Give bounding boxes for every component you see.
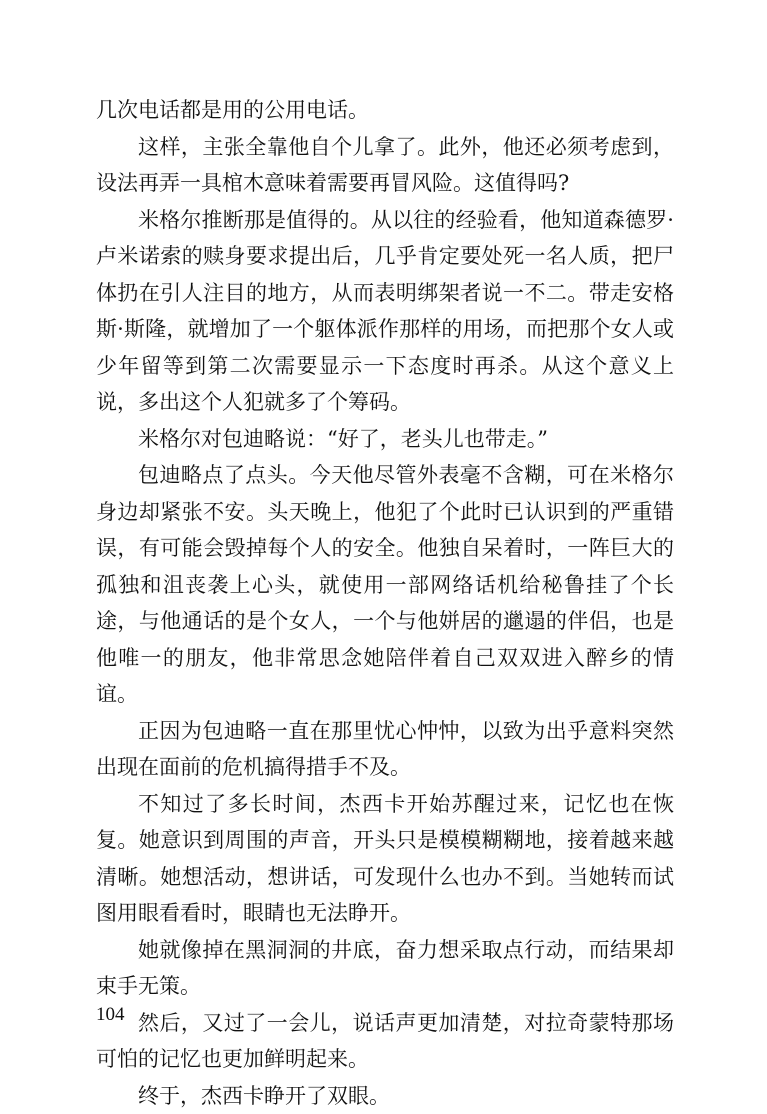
paragraph-8: 她就像掉在黑洞洞的井底，奋力想采取点行动，而结果却束手无策。 <box>96 932 674 1005</box>
paragraph-5: 包迪略点了点头。今天他尽管外表毫不含糊，可在米格尔身边却紧张不安。头天晚上，他犯了个此时已认识到的严重错误，有可能会毁掉每个人的安全。他独自呆着时，一阵巨大的孤独和沮丧袭上心头，就使用一部网络话机给秘鲁挂了个长途，与他通话的是个女人，一个与他姘居的邋遢的伴侣，也是他唯一的朋友，他非常思念她陪伴着自己双双进入醉乡的情谊。 <box>96 457 674 713</box>
paragraph-6: 正因为包迪略一直在那里忧心忡忡，以致为出乎意料突然出现在面前的危机搞得措手不及。 <box>96 713 674 786</box>
page-number: 104 <box>96 1003 125 1027</box>
paragraph-1: 几次电话都是用的公用电话。 <box>96 92 674 129</box>
paragraph-10: 终于，杰西卡睁开了双眼。 <box>96 1078 674 1114</box>
paragraph-2: 这样，主张全靠他自个儿拿了。此外，他还必须考虑到，设法再弄一具棺木意味着需要再冒风险。这值得吗? <box>96 129 674 202</box>
paragraph-9: 然后，又过了一会儿，说话声更加清楚，对拉奇蒙特那场可怕的记忆也更加鲜明起来。 <box>96 1005 674 1078</box>
paragraph-3: 米格尔推断那是值得的。从以往的经验看，他知道森德罗·卢米诺索的赎身要求提出后，几乎肯定要处死一名人质，把尸体扔在引人注目的地方，从而表明绑架者说一不二。带走安格斯·斯隆，就增加了一个躯体派作那样的用场，而把那个女人或少年留等到第二次需要显示一下态度时再杀。从这个意义上说，多出这个人犯就多了个筹码。 <box>96 202 674 421</box>
paragraph-4: 米格尔对包迪略说：“好了，老头儿也带走。” <box>96 421 674 458</box>
paragraph-7: 不知过了多长时间，杰西卡开始苏醒过来，记忆也在恢复。她意识到周围的声音，开头只是模模糊糊地，接着越来越清晰。她想活动，想讲话，可发现什么也办不到。当她转而试图用眼看看时，眼睛也无法睁开。 <box>96 786 674 932</box>
body-text <box>96 92 674 1114</box>
